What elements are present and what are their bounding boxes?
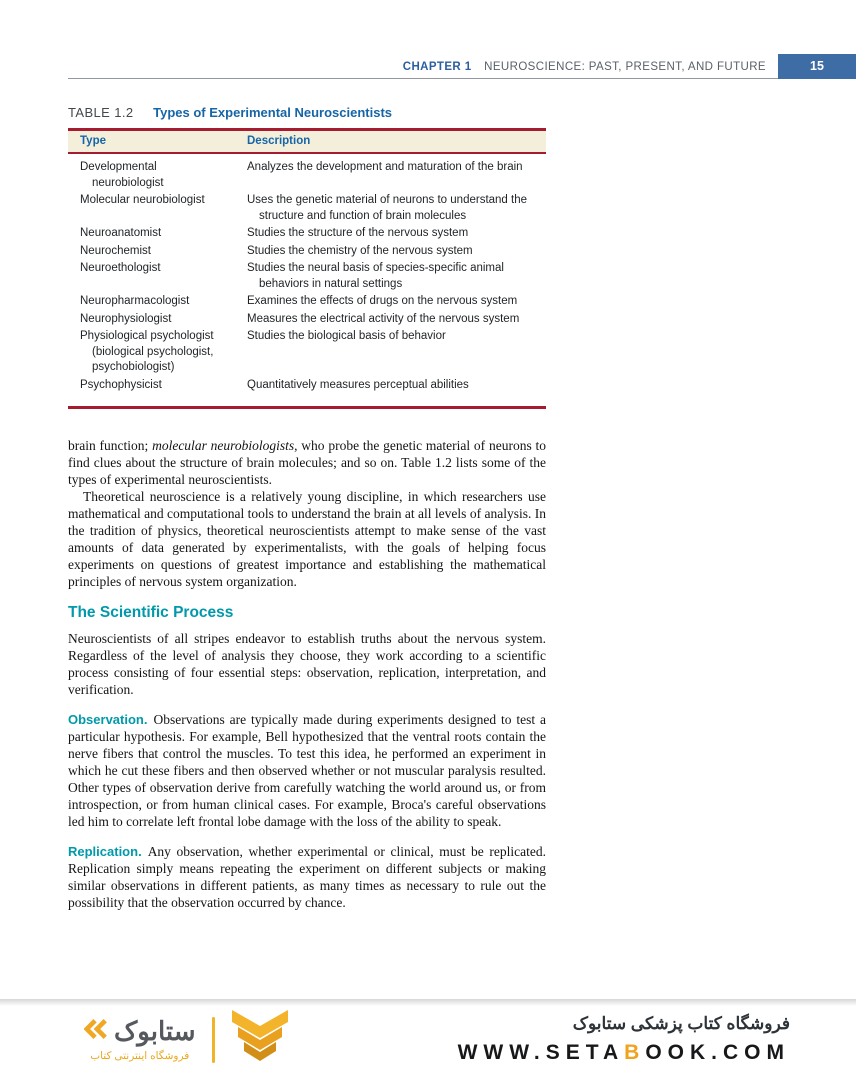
cell-type: Neurochemist [80,244,151,257]
store-tagline: فروشگاه کتاب پزشکی ستابوک [572,1014,790,1033]
table-row [68,260,546,293]
para1-pre: brain function; [68,438,153,453]
running-head [68,61,778,79]
replication-lead-in: Replication. [68,844,142,859]
store-info [458,1014,790,1065]
table-1-2 [68,105,546,409]
cell-type: Neuroethologist [80,262,161,274]
cell-description: Studies the chemistry of the nervous system [247,244,473,257]
store-url [458,1041,790,1065]
paragraph-continuation [68,437,546,488]
cell-type: Physiological psychologist (biological psychologist, psychobiologist) [80,330,214,373]
paragraph-replication [68,843,546,911]
cell-description: Analyzes the development and maturation of the brain [247,161,523,173]
section-heading-scientific-process: The Scientific Process [68,604,234,621]
cell-description: Studies the structure of the nervous system [247,227,469,239]
table-row [68,293,546,311]
cell-type: Molecular neurobiologist [80,194,205,206]
url-pre: WWW.SETA [457,1041,625,1064]
chapter-label: CHAPTER 1 [402,61,472,73]
logo-subtext: فروشگاه اینترنتی کتاب [90,1049,190,1062]
table-row [68,311,546,329]
chevron-shield-icon [231,1010,289,1069]
footer-shadow [0,999,856,1006]
paragraph-theoretical-neuroscience: Theoretical neuroscience is a relatively young discipline, in which researchers use mathematical and computational tools to understand the brain at all levels of analysis. In the tradition of physics, theoretical neuroscientists attempt to make sense of the vast amounts of data generated by experimentalists, with the goals of helping focus experiments on questions of greatest importance and establishing the mathematical principles of nervous system organization. [68,489,546,589]
replication-text: Any observation, whether experimental or clinical, must be replicated. Replication simply means repeating the experiment on different subjects or making similar observations in different patients, as many times as necessary to rule out the possibility that the observation occurred by chance. [68,844,546,910]
url-post: OOK.COM [645,1041,790,1064]
cell-type: Psychophysicist [80,378,162,391]
cell-type: Neuropharmacologist [80,295,190,307]
para1-italic-term: molecular neurobiologists [152,438,295,453]
page-header [68,54,856,79]
observation-text: Observations are typically made during experiments designed to test a particular hypothesis. For example, Bell hypothesized that the ventral roots contain the nerve fibers that control the muscles. To test this idea, he performed an experiment in which he cut these fibers and then observed whether or not muscular paralysis resulted. Other types of observation derive from carefully watching the world around us, or from introspection, or from human clinical cases. For example, Broca's careful observations led him to correlate left frontal lobe damage with the loss of the ability to speak. [68,712,546,829]
cell-type: Neurophysiologist [80,312,172,325]
cell-description: Examines the effects of drugs on the nervous system [247,295,518,307]
body-copy [68,437,546,911]
column-header-description: Description [247,135,311,147]
page-number-badge: 15 [778,54,856,79]
paragraph-scientific-process-intro: Neuroscientists of all stripes endeavor to establish truths about the nervous system. Regardless of the level of analysis they choose, they work according to a scientific process consisting of four essential steps: observation, replication, interpretation, and verification. [68,631,546,697]
column-header-type: Type [80,135,106,147]
cell-type: Developmental neurobiologist [80,161,164,189]
cell-type: Neuroanatomist [80,227,162,239]
setabook-brand [84,1010,289,1069]
table-body [68,154,546,409]
table-label: TABLE 1.2 [68,105,134,120]
cell-description: Studies the biological basis of behavior [247,330,446,342]
para1-post: , who probe the genetic material of neurons to find clues about the structure of brain molecules; and so on. Table 1.2 lists some of the types of experimental neuroscientists. [68,438,547,487]
cell-description: Measures the electrical activity of the nervous system [247,312,520,325]
paragraph-observation [68,711,546,830]
table-row [68,192,546,225]
table-row [68,159,546,192]
cell-description: Uses the genetic material of neurons to understand the structure and function of brain molecules [247,194,528,222]
table-row [68,328,546,377]
table-caption [68,105,546,120]
table-header-row [68,128,546,154]
table-title: Types of Experimental Neuroscientists [153,105,393,120]
double-chevron-icon [84,1018,108,1045]
cell-description: Quantitatively measures perceptual abilities [247,378,469,391]
divider-bar [212,1017,215,1063]
observation-lead-in: Observation. [68,712,148,727]
chapter-title: NEUROSCIENCE: PAST, PRESENT, AND FUTURE [484,61,766,73]
table-row [68,225,546,243]
setabook-logotype [84,1018,196,1062]
store-watermark-footer [0,999,856,1079]
table-row [68,377,546,395]
table-row [68,243,546,261]
cell-description: Studies the neural basis of species-specific animal behaviors in natural settings [247,262,504,290]
url-accent: B [624,1041,646,1064]
logo-wordmark: ستابوک [114,1016,196,1046]
